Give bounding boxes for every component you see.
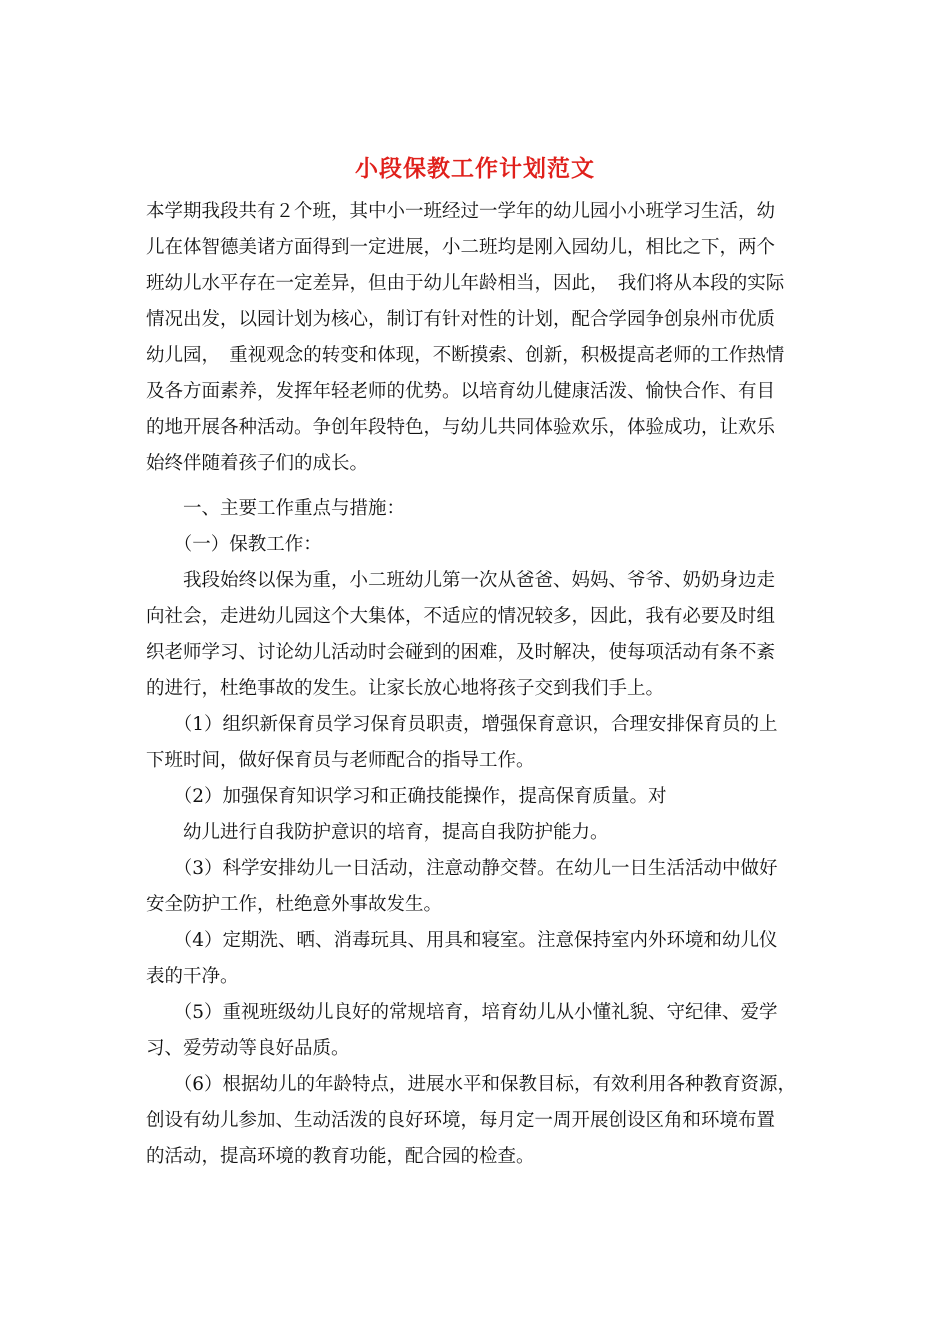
- body-line: 儿在体智德美诸方面得到一定进展，小二班均是刚入园幼儿，相比之下，两个: [146, 237, 776, 258]
- list-item-line: 习、爱劳动等良好品质。: [146, 1038, 350, 1059]
- list-item-line: 下班时间，做好保育员与老师配合的指导工作。: [146, 750, 535, 771]
- list-item-line: （5）重视班级幼儿良好的常规培育，培育幼儿从小懂礼貌、守纪律、爱学: [146, 1002, 778, 1023]
- list-item-line: 幼儿进行自我防护意识的培育，提高自我防护能力。: [146, 822, 609, 843]
- list-item-line: 的活动，提高环境的教育功能，配合园的检查。: [146, 1146, 535, 1167]
- list-item-line: （3）科学安排幼儿一日活动，注意动静交替。在幼儿一日生活活动中做好: [146, 858, 778, 879]
- list-item-line: （6）根据幼儿的年龄特点，进展水平和保教目标，有效利用各种教育资源，: [146, 1074, 797, 1095]
- body-line: 情况出发，以园计划为核心，制订有针对性的计划，配合学园争创泉州市优质: [146, 309, 776, 330]
- list-item-line: （2）加强保育知识学习和正确技能操作，提高保育质量。对: [146, 786, 667, 807]
- document-title: 小段保教工作计划范文: [355, 155, 595, 182]
- body-line: 及各方面素养，发挥年轻老师的优势。以培育幼儿健康活泼、愉快合作、有目: [146, 381, 776, 402]
- subsection-heading: （一）保教工作：: [146, 534, 322, 555]
- body-line: 向社会，走进幼儿园这个大集体，不适应的情况较多，因此，我有必要及时组: [146, 606, 776, 627]
- body-line: 班幼儿水平存在一定差异，但由于幼儿年龄相当，因此， 我们将从本段的实际: [146, 273, 785, 294]
- list-item-line: 创设有幼儿参加、生动活泼的良好环境，每月定一周开展创设区角和环境布置: [146, 1110, 776, 1131]
- body-line: 幼儿园， 重视观念的转变和体现，不断摸索、创新，积极提高老师的工作热情: [146, 345, 785, 366]
- list-item-line: 安全防护工作，杜绝意外事故发生。: [146, 894, 443, 915]
- body-line: 的进行，杜绝事故的发生。让家长放心地将孩子交到我们手上。: [146, 678, 665, 699]
- list-item-line: 表的干净。: [146, 966, 239, 987]
- body-line: 织老师学习、讨论幼儿活动时会碰到的困难，及时解决，使每项活动有条不紊: [146, 642, 776, 663]
- section-heading: 一、主要工作重点与措施：: [146, 498, 406, 519]
- list-item-line: （4）定期洗、晒、消毒玩具、用具和寝室。注意保持室内外环境和幼儿仪: [146, 930, 778, 951]
- body-line: 本学期我段共有２个班，其中小一班经过一学年的幼儿园小小班学习生活，幼: [146, 201, 776, 222]
- body-line: 的地开展各种活动。争创年段特色，与幼儿共同体验欢乐，体验成功，让欢乐: [146, 417, 776, 438]
- body-line: 始终伴随着孩子们的成长。: [146, 453, 369, 474]
- list-item-line: （1）组织新保育员学习保育员职责，增强保育意识，合理安排保育员的上: [146, 714, 778, 735]
- body-line: 我段始终以保为重，小二班幼儿第一次从爸爸、妈妈、爷爷、奶奶身边走: [146, 570, 776, 591]
